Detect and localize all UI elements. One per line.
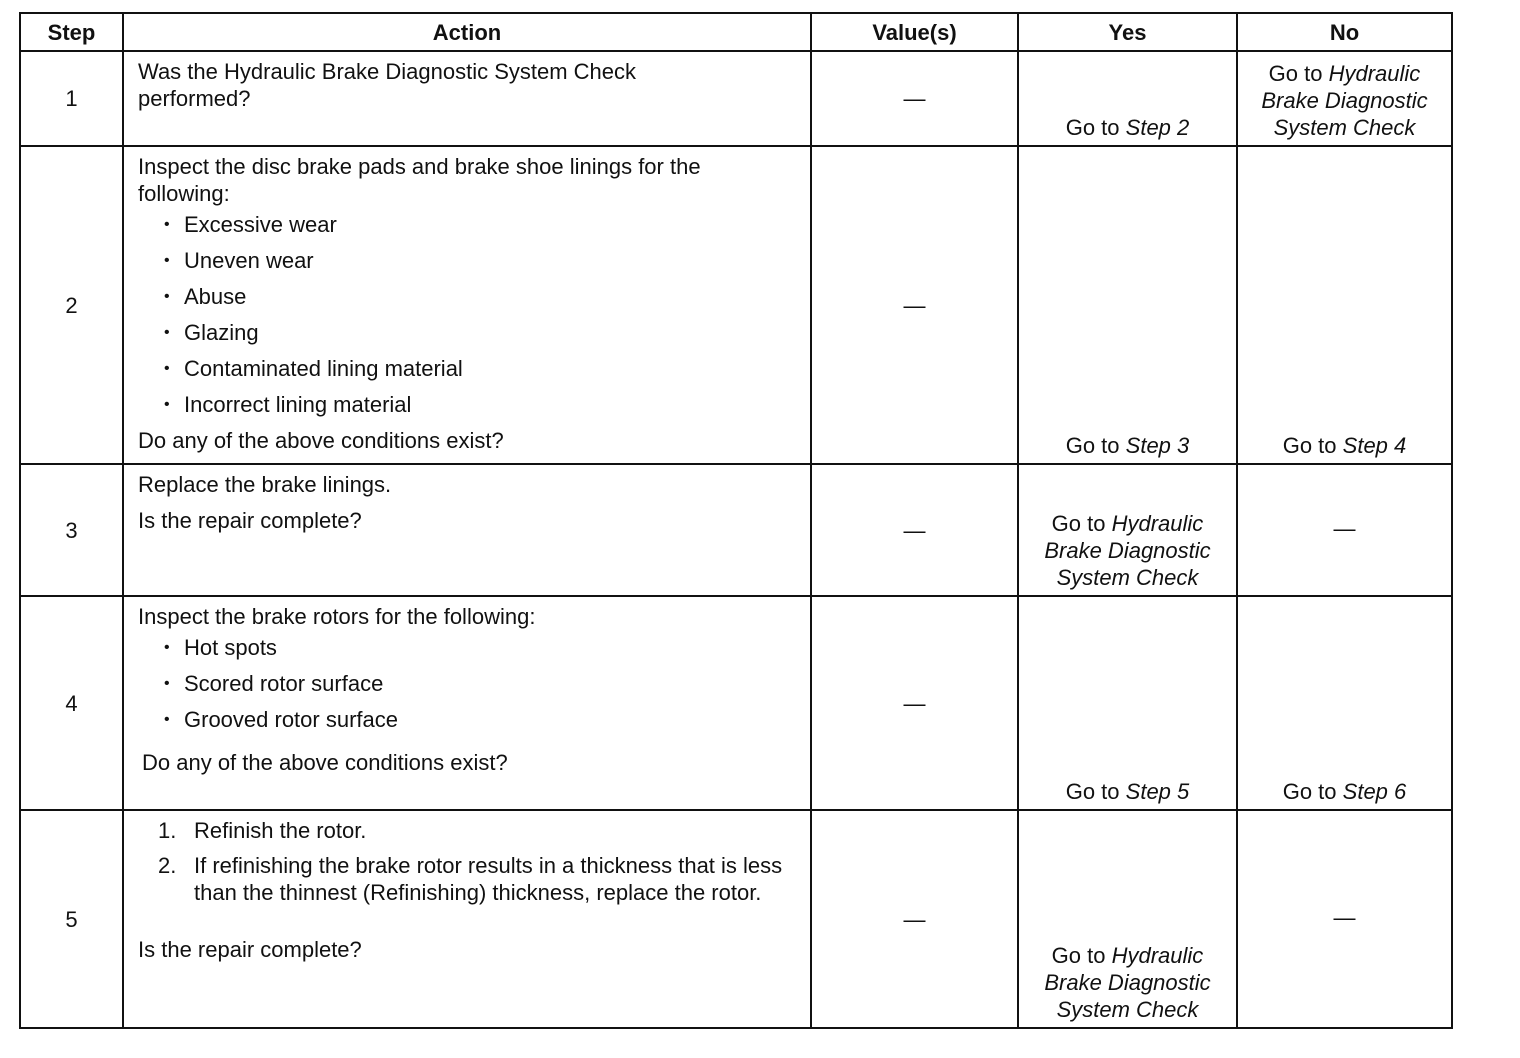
no-prefix: Go to <box>1282 433 1337 458</box>
header-action: Action <box>123 13 811 51</box>
yes-prefix: Go to <box>1065 779 1120 804</box>
header-values: Value(s) <box>811 13 1018 51</box>
step-number: 2 <box>20 146 123 464</box>
table-row <box>20 146 1452 464</box>
no-cell[interactable] <box>1237 596 1452 810</box>
action-question: Is the repair complete? <box>138 937 362 962</box>
no-link[interactable]: Step 4 <box>1342 433 1407 458</box>
table-row <box>20 51 1452 146</box>
header-no: No <box>1237 13 1452 51</box>
action-question: Is the repair complete? <box>138 508 362 533</box>
item-text: If refinishing the brake rotor results in a thickness that is less than the thinnest (Refinishing) thickness, replace the rotor. <box>194 853 783 905</box>
list-item: • Hot spots <box>160 634 798 661</box>
procedure-list <box>138 817 798 906</box>
action-cell <box>123 146 811 464</box>
step-number: 3 <box>20 464 123 596</box>
item-text: Refinish the rotor. <box>194 818 367 843</box>
yes-link[interactable]: Hydraulic Brake Diagnostic System Check <box>1044 511 1211 590</box>
list-item <box>158 817 798 844</box>
yes-link[interactable]: Step 3 <box>1125 433 1190 458</box>
list-item: • Excessive wear <box>160 211 798 238</box>
table-row <box>20 596 1452 810</box>
no-cell[interactable] <box>1237 51 1452 146</box>
no-link[interactable]: Step 6 <box>1342 779 1407 804</box>
action-cell <box>123 810 811 1028</box>
yes-link[interactable]: Step 2 <box>1125 115 1190 140</box>
yes-link[interactable]: Step 5 <box>1125 779 1190 804</box>
list-item: • Incorrect lining material <box>160 391 798 418</box>
value-cell: — <box>811 51 1018 146</box>
yes-prefix: Go to <box>1051 511 1106 536</box>
list-item: • Glazing <box>160 319 798 346</box>
no-prefix: Go to <box>1282 779 1337 804</box>
action-cell <box>123 51 811 146</box>
list-item: • Uneven wear <box>160 247 798 274</box>
condition-list <box>138 634 798 733</box>
value-cell: — <box>811 146 1018 464</box>
action-cell <box>123 464 811 596</box>
yes-prefix: Go to <box>1065 115 1120 140</box>
yes-cell[interactable] <box>1018 810 1237 1028</box>
condition-list <box>138 211 798 418</box>
list-item: • Contaminated lining material <box>160 355 798 382</box>
table-row <box>20 464 1452 596</box>
header-yes: Yes <box>1018 13 1237 51</box>
action-question: Do any of the above conditions exist? <box>138 428 504 453</box>
no-cell: — <box>1237 464 1452 596</box>
step-number: 1 <box>20 51 123 146</box>
action-cell <box>123 596 811 810</box>
header-step: Step <box>20 13 123 51</box>
table-row <box>20 810 1452 1028</box>
value-cell: — <box>811 596 1018 810</box>
step-number: 4 <box>20 596 123 810</box>
value-cell: — <box>811 464 1018 596</box>
step-number: 5 <box>20 810 123 1028</box>
value-cell: — <box>811 810 1018 1028</box>
no-cell: — <box>1237 810 1452 1028</box>
action-intro: Replace the brake linings. <box>138 472 392 497</box>
yes-cell[interactable] <box>1018 146 1237 464</box>
action-intro: Inspect the brake rotors for the following: <box>138 604 536 629</box>
header-row <box>20 13 1452 51</box>
action-intro: Inspect the disc brake pads and brake shoe linings for the following: <box>138 154 701 206</box>
yes-cell[interactable] <box>1018 51 1237 146</box>
yes-prefix: Go to <box>1051 943 1106 968</box>
yes-cell[interactable] <box>1018 464 1237 596</box>
diagnostic-table <box>19 12 1453 1029</box>
list-item: • Abuse <box>160 283 798 310</box>
item-number: 2. <box>158 853 177 878</box>
yes-cell[interactable] <box>1018 596 1237 810</box>
no-cell[interactable] <box>1237 146 1452 464</box>
action-question: Do any of the above conditions exist? <box>142 750 508 775</box>
action-question: Was the Hydraulic Brake Diagnostic System Check performed? <box>138 59 637 111</box>
item-number: 1. <box>158 818 177 843</box>
list-item <box>158 852 798 906</box>
list-item: • Scored rotor surface <box>160 670 798 697</box>
no-prefix: Go to <box>1268 61 1323 86</box>
yes-prefix: Go to <box>1065 433 1120 458</box>
yes-link[interactable]: Hydraulic Brake Diagnostic System Check <box>1044 943 1211 1022</box>
no-link[interactable]: Hydraulic Brake Diagnostic System Check <box>1261 61 1428 140</box>
list-item: • Grooved rotor surface <box>160 706 798 733</box>
